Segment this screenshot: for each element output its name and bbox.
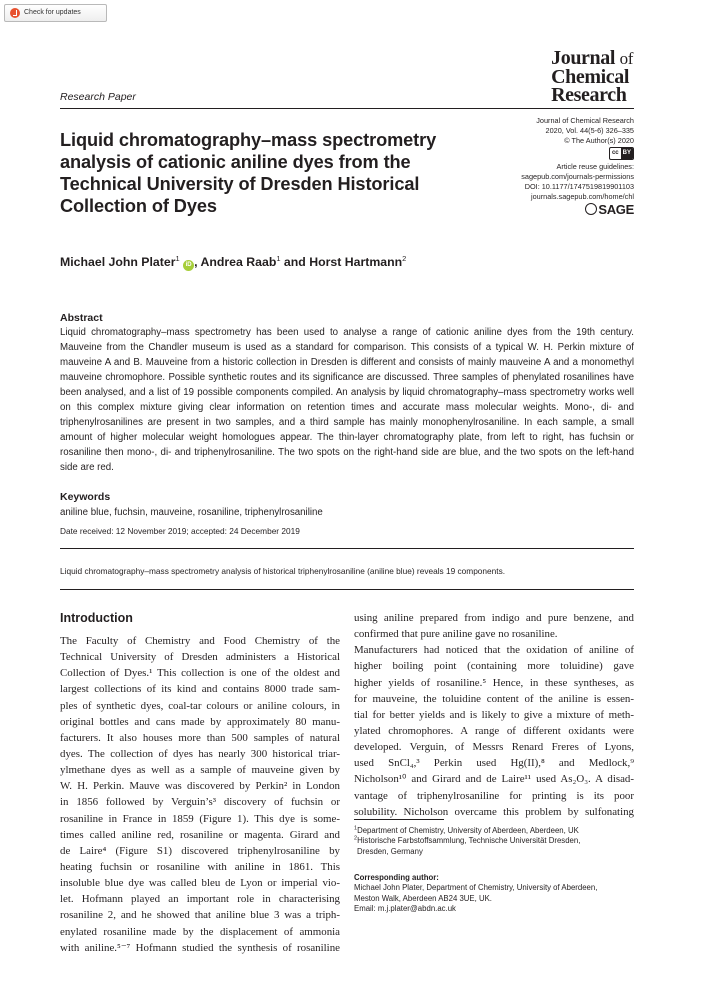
divider [60, 548, 634, 549]
body-line: Manufacturers had noticed that the oxidation of aniline of [354, 644, 634, 657]
body-line: rosaniline in France in 1859 (Figure 1). This dye is some- [60, 812, 340, 825]
journal-logo-line1: Journal [551, 47, 616, 69]
article-type: Research Paper [60, 91, 136, 103]
body-line: Nicholson¹⁰ and Girard and de Laire¹¹ used As₂O₃. A disad- [354, 773, 634, 786]
title-line: Technical University of Dresden Historical [60, 174, 420, 194]
author-list [60, 255, 406, 271]
body-line: Technical University of Dresden administers a Historical [60, 651, 340, 664]
body-line: developed. Verguin, of Messrs Renard Freres of Lyons, [354, 741, 634, 754]
journal-logo-line2: Chemical [551, 66, 630, 88]
affiliation-text: Department of Chemistry, University of Aberdeen, Aberdeen, UK [357, 826, 579, 835]
article-title [60, 129, 470, 217]
keywords-heading: Keywords [60, 491, 111, 503]
cc-label: cc [611, 150, 619, 156]
author-separator: and [280, 255, 310, 269]
meta-copyright: © The Author(s) 2020 [564, 136, 634, 145]
body-line: tial for better yields and is likely to give a mixture of meth- [354, 708, 634, 721]
sage-logo-icon [585, 203, 597, 215]
author-affiliation: 1 [175, 253, 180, 263]
body-line: W. H. Perkin. Mauve was discovered by Perkin² in London [60, 780, 340, 793]
meta-homepage-link[interactable]: journals.sagepub.com/home/chl [530, 192, 634, 201]
meta-volume: 2020, Vol. 44(5-6) 326–335 [545, 126, 634, 135]
abstract-text: Liquid chromatography–mass spectrometry has been used to analyse a range of cationic aniline dyes from the 19th century. Mauveine from the Chandler museum is used as a standard for comparison. This consists of a typical W. H. Perkin mixture of mauveine A and B. Mauveine from a historic collection in Dresden is different and consists of mainly mauveine A and a monomethyl mauveine chromophore. Possible synthetic routes and its significance are discussed. Three samples of phenylated rosanilines have been analysed, and a list of 19 possible components compiled. An analysis by liquid chromatography–mass spectrometry works well on this complex mixture giving clear information on retention times and accurate mass molecular weights. Mono-, di- and triphenylrosanilines are present in two samples, and a third sample has mainly monophenylrosaniline. In each sample, a small amount of higher molecular weight homologues appear. The thin-layer chromatography plate, from left to right, has fuchsin or rosaniline then mono-, di- and triphenylrosaniline. The two spots on the right-hand side are blue, and the two spots on the left-hand side are red. [60, 327, 634, 474]
body-line: in 1856 followed by Verguin’s³ discovery of fuchsin or [60, 796, 340, 809]
footnote-marker: 1 [354, 825, 358, 832]
corresponding-heading: Corresponding author: [354, 873, 439, 882]
title-line: analysis of cationic aniline dyes from the [60, 152, 411, 172]
header-divider [60, 108, 634, 109]
body-line: ylmethane dyes as well as a sample of mauveine given by [60, 764, 340, 777]
journal-logo-line3: Research [551, 84, 627, 106]
corresponding-email[interactable]: Email: m.j.plater@abdn.ac.uk [354, 904, 456, 914]
body-line: enylated rosaniline made by the displacement of ammonia [60, 925, 340, 938]
article-metadata [454, 116, 634, 217]
body-line: solubility. Nicholson overcame this problem by sulfonating [354, 805, 634, 818]
body-line: higher yields of rosaniline.⁵ Hence, in these syntheses, as [354, 676, 634, 689]
meta-journal-name: Journal of Chemical Research [536, 116, 634, 125]
check-for-updates-badge[interactable] [4, 4, 107, 22]
check-updates-label: Check for updates [24, 9, 81, 16]
journal-logo-of: of [619, 49, 633, 68]
body-line: ylated chromophores. A range of different oxidants were [354, 724, 634, 737]
author-name: Horst Hartmann [309, 255, 403, 269]
body-line: Collection of Dyes.¹ This collection is one of the oldest and [60, 667, 340, 680]
author-separator: , [194, 255, 201, 269]
affiliation-text: Historische Farbstoffsammlung, Technische Universität Dresden, [357, 836, 581, 846]
cc-license-icon[interactable] [609, 147, 634, 160]
author-name: Michael John Plater [60, 255, 176, 269]
introduction-heading: Introduction [60, 611, 133, 625]
body-line: using aniline prepared from indigo and pure benzene, and [354, 612, 634, 624]
body-line: facturers. It also houses more than 500 samples of natural [60, 731, 340, 744]
abstract-heading: Abstract [60, 312, 103, 324]
title-line: Liquid chromatography–mass spectrometry [60, 130, 437, 150]
body-line: de Laire⁴ (Figure S1) discovered triphenylrosaniline by [60, 844, 340, 857]
footnote-marker: 2 [354, 835, 358, 842]
meta-reuse: Article reuse guidelines: [556, 162, 634, 171]
body-line: largest collections of its kind and contains 8000 trade sam- [60, 683, 340, 696]
body-line: higher boiling point (containing more toluidine) gave [354, 660, 634, 673]
body-line: dyes. The collection of dyes has nearly 300 historical triar- [60, 747, 340, 760]
corresponding-author [354, 873, 636, 915]
publisher-logo [454, 203, 634, 217]
journal-logo [551, 49, 633, 104]
corresponding-line: Michael John Plater, Department of Chemistry, University of Aberdeen, [354, 883, 598, 893]
body-line: heating fuchsin or rosaniline with aniline in 1861. This [60, 860, 340, 873]
introduction-right-column [354, 610, 634, 820]
introduction-left-column [60, 633, 340, 956]
author-affiliation: 2 [402, 253, 407, 263]
graphical-abstract-caption: Liquid chromatography–mass spectrometry analysis of historical triphenylrosaniline (aniline blue) reveals 19 components. [60, 566, 506, 576]
abstract-section [60, 312, 634, 475]
orcid-icon[interactable]: iD [183, 260, 194, 271]
body-line: original bottles and cans made by approximately 80 manu- [60, 715, 340, 728]
corresponding-line: Meston Walk, Aberdeen AB24 3UE, UK. [354, 893, 492, 903]
body-line: for mauveine, the toluidine content of the aniline is essen- [354, 692, 634, 705]
body-line: confirmed that pure aniline gave no rosaniline. [354, 628, 558, 641]
author-affiliation: 1 [276, 253, 281, 263]
publisher-name: SAGE [598, 202, 634, 217]
keywords-text: aniline blue, fuchsin, mauveine, rosaniline, triphenylrosaniline [60, 507, 323, 518]
body-line: times called aniline red, rosaniline or magenta. Girard and [60, 828, 340, 841]
affiliation-text: Dresden, Germany [357, 846, 423, 856]
cc-by-label: BY [621, 148, 633, 159]
body-line: used SnCl₄,³ Perkin used Hg(II),⁸ and Medlock,⁹ [354, 757, 634, 770]
meta-doi[interactable]: DOI: 10.1177/1747519819901103 [524, 182, 634, 191]
footnote-divider [354, 819, 444, 820]
body-line: The Faculty of Chemistry and Food Chemistry of the [60, 635, 340, 647]
body-line: vantage of triphenylrosaniline for printing is its poor [354, 789, 634, 802]
title-line: Collection of Dyes [60, 196, 217, 216]
body-line: with aniline.⁵⁻⁷ Hofmann studied the synthesis of rosaniline [60, 941, 340, 954]
divider [60, 589, 634, 590]
author-name: Andrea Raab [200, 255, 277, 269]
body-line: rosaniline 2, and he showed that aniline blue 3 was a triph- [60, 909, 340, 922]
body-line: let. Hofmann played an important role in characterising [60, 893, 340, 906]
dates-received: Date received: 12 November 2019; accepted: 24 December 2019 [60, 526, 300, 536]
meta-permissions-link[interactable]: sagepub.com/journals-permissions [521, 172, 634, 181]
affiliations [354, 826, 636, 857]
body-line: ples of synthetic dyes, coal-tar colours or aniline colours, in [60, 699, 340, 712]
body-line: insoluble blue dye was called bleu de Lyon or imperial vio- [60, 877, 340, 890]
update-icon [10, 8, 20, 18]
